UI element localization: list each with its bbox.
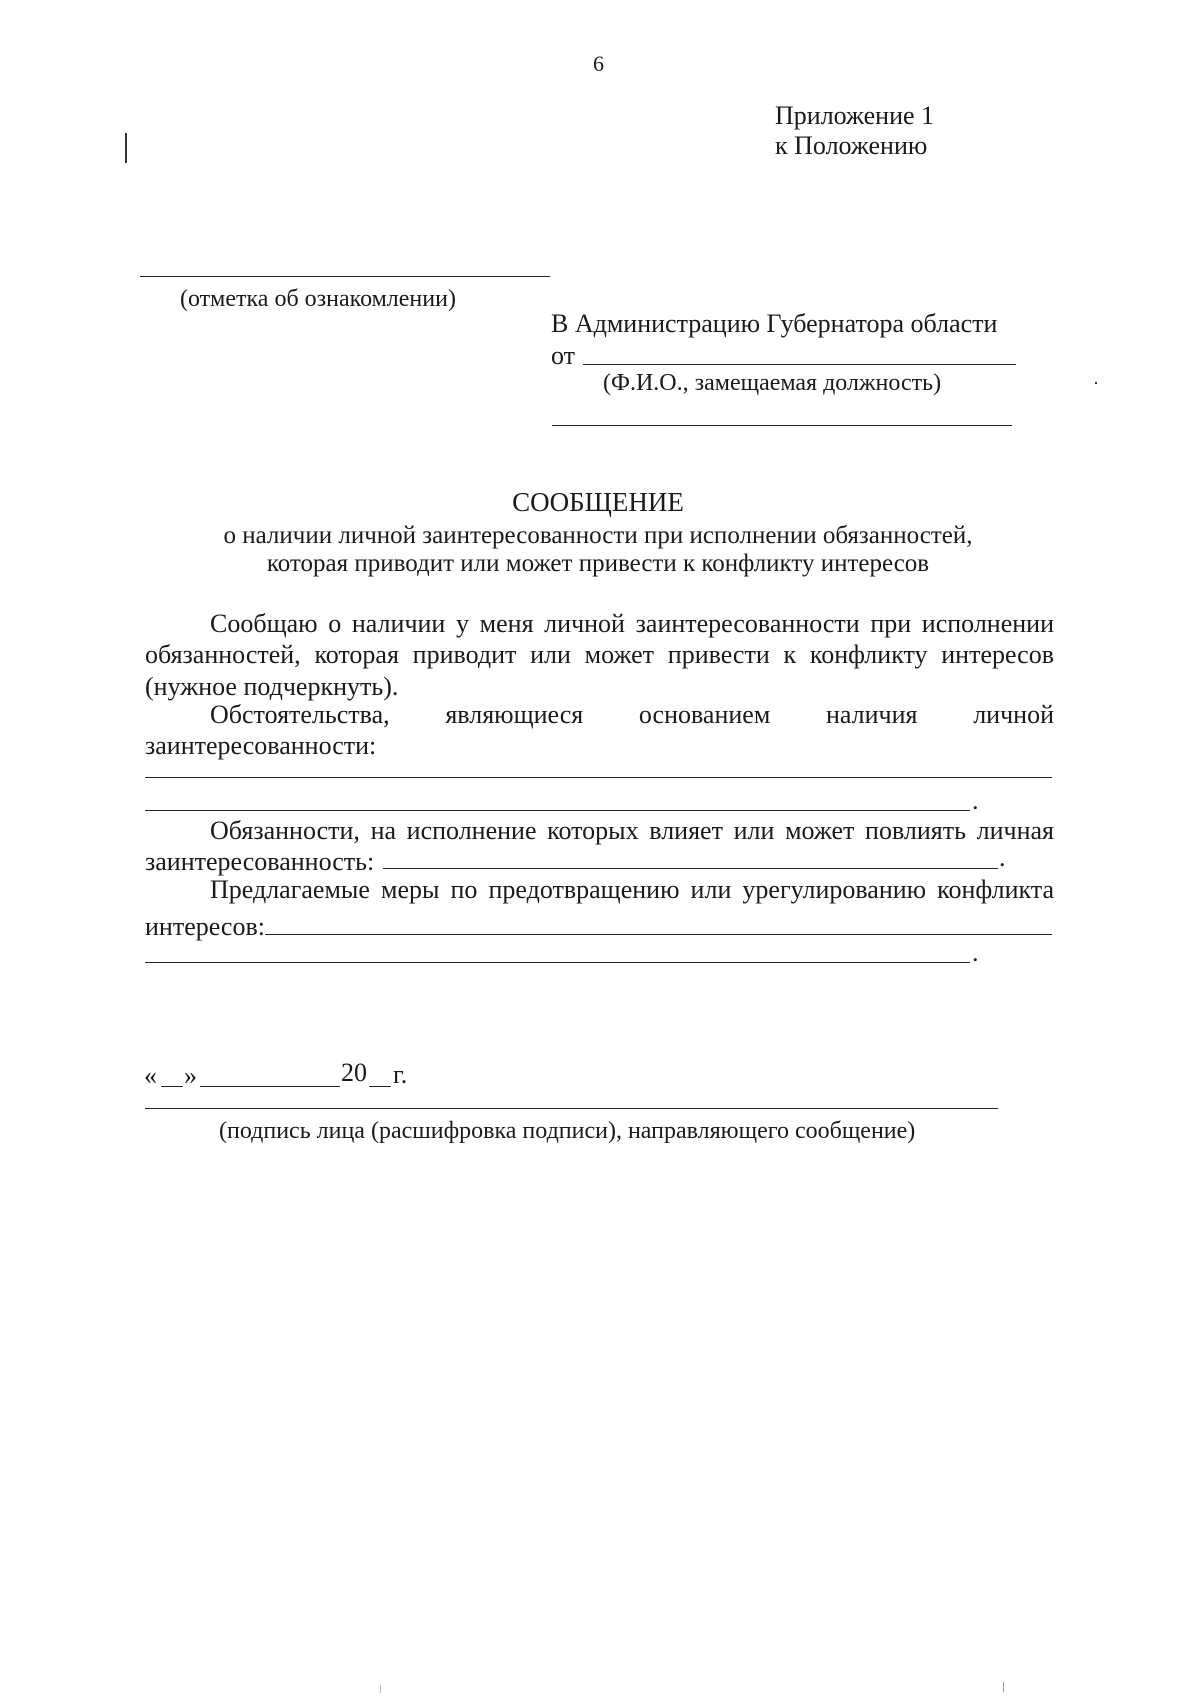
signature-caption: (подпись лица (расшифровка подписи), направляющего сообщение) [219, 1118, 916, 1144]
measures-line-2 [145, 962, 970, 963]
signature-line [145, 1108, 998, 1109]
body-p2-line-2: заинтересованности: [145, 731, 377, 760]
addressee-to: В Администрацию Губернатора области [551, 309, 998, 338]
measures-line-1 [265, 934, 1052, 935]
measures-period: . [972, 938, 979, 967]
date-day-line [161, 1086, 183, 1087]
body-p3-line-1: Обязанности, на исполнение которых влияет или может повлиять личная [210, 816, 1054, 845]
addressee-extra-line [552, 425, 1012, 426]
duties-line [383, 868, 998, 869]
body-p1-line-1: Сообщаю о наличии у меня личной заинтересованности при исполнении [210, 609, 1054, 638]
scan-mark-bottom-left [380, 1685, 381, 1693]
addressee-from-prefix: от [551, 341, 576, 370]
acknowledgement-caption: (отметка об ознакомлении) [180, 286, 456, 312]
document-subtitle-line-1: о наличии личной заинтересованности при исполнении обязанностей, [223, 522, 973, 549]
scan-mark-right [1095, 382, 1097, 384]
body-p1-line-2: обязанностей, которая приводит или может привести к конфликту интересов [145, 640, 1054, 669]
circumstances-line-1 [145, 777, 1052, 778]
addressee-from-caption: (Ф.И.О., замещаемая должность) [603, 370, 942, 396]
date-year-suffix: г. [393, 1060, 408, 1089]
date-month-line [200, 1086, 340, 1087]
page-number: 6 [593, 51, 604, 76]
document-title: СООБЩЕНИЕ [512, 487, 684, 517]
addressee-from-line [583, 364, 1016, 365]
scan-mark-bottom-right [1003, 1682, 1004, 1692]
date-close-quote: » [184, 1061, 197, 1090]
date-open-quote: « [144, 1061, 157, 1090]
body-p4-line-2: интересов: [145, 912, 265, 941]
acknowledgement-line [140, 276, 550, 277]
appendix-line-1: Приложение 1 [775, 101, 935, 130]
body-p4-line-1: Предлагаемые меры по предотвращению или урегулированию конфликта [210, 875, 1054, 904]
date-year-line [369, 1086, 391, 1087]
appendix-line-2: к Положению [775, 131, 928, 160]
circumstances-line-2 [145, 810, 970, 811]
body-p2-line-1: Обстоятельства, являющиеся основанием наличия личной [210, 700, 1054, 729]
body-p3-line-2: заинтересованность: [145, 847, 375, 876]
document-subtitle-line-2: которая приводит или может привести к конфликту интересов [266, 550, 930, 577]
date-year-prefix: 20 [341, 1058, 367, 1087]
circumstances-period: . [972, 786, 979, 815]
body-p1-line-3: (нужное подчеркнуть). [145, 672, 399, 701]
scan-mark-left [125, 133, 127, 163]
duties-period: . [999, 843, 1006, 872]
